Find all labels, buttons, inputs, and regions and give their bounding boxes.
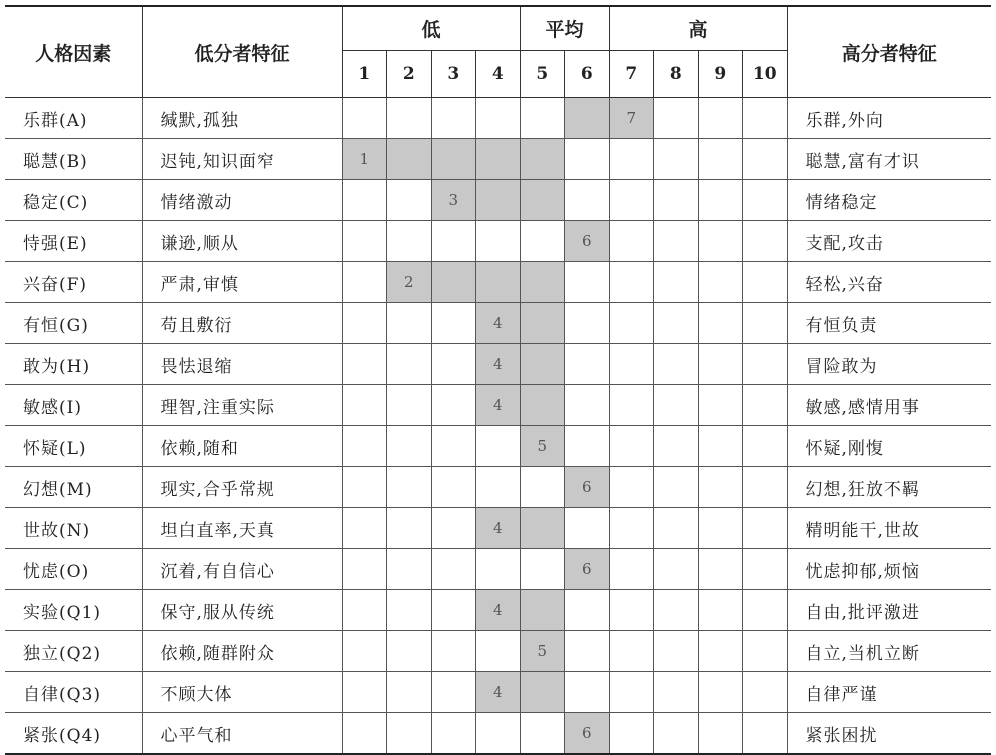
- score-cell-6: [565, 139, 610, 180]
- score-cell-10: [743, 221, 788, 262]
- score-cell-8: [654, 672, 699, 713]
- score-value: 1: [342, 139, 387, 180]
- score-cell-5: [520, 467, 565, 508]
- score-cell-3: [431, 262, 476, 303]
- personality-table-container: [5, 5, 991, 755]
- table-row: [5, 98, 991, 139]
- score-cell-8: [654, 508, 699, 549]
- score-cell-5: [520, 221, 565, 262]
- score-cell-9: [698, 98, 743, 139]
- high-score-traits: 乐群,外向: [787, 98, 991, 139]
- score-cell-3: [431, 549, 476, 590]
- table-row: [5, 262, 991, 303]
- score-cell-5: [520, 98, 565, 139]
- score-cell-7: [609, 344, 654, 385]
- factor-name: 稳定(C): [5, 180, 142, 221]
- factor-name: 自律(Q3): [5, 672, 142, 713]
- score-cell-1: [342, 631, 387, 672]
- score-value: 4: [476, 344, 521, 385]
- score-value: 5: [520, 426, 565, 467]
- score-cell-5: [520, 262, 565, 303]
- score-cell-10: [743, 467, 788, 508]
- score-cell-8: [654, 180, 699, 221]
- score-cell-5: [520, 672, 565, 713]
- table-body: [5, 98, 991, 755]
- low-score-traits: 苟且敷衍: [142, 303, 342, 344]
- header-score-4: 4: [476, 51, 521, 98]
- score-cell-3: [431, 467, 476, 508]
- personality-factor-table: [5, 5, 991, 755]
- score-cell-7: [609, 180, 654, 221]
- score-cell-9: [698, 426, 743, 467]
- score-cell-7: [609, 713, 654, 755]
- score-cell-1: [342, 508, 387, 549]
- table-row: [5, 467, 991, 508]
- score-cell-7: [609, 467, 654, 508]
- low-score-traits: 谦逊,顺从: [142, 221, 342, 262]
- score-cell-7: [609, 426, 654, 467]
- score-cell-2: [387, 303, 432, 344]
- score-value: 6: [565, 549, 610, 590]
- score-cell-9: [698, 180, 743, 221]
- score-cell-10: [743, 385, 788, 426]
- score-cell-2: [387, 467, 432, 508]
- score-cell-9: [698, 344, 743, 385]
- table-row: [5, 180, 991, 221]
- high-score-traits: 精明能干,世故: [787, 508, 991, 549]
- header-group-average: 平均: [520, 6, 609, 51]
- score-cell-1: [342, 344, 387, 385]
- table-row: [5, 713, 991, 755]
- high-score-traits: 自由,批评激进: [787, 590, 991, 631]
- low-score-traits: 沉着,有自信心: [142, 549, 342, 590]
- score-cell-7: [609, 385, 654, 426]
- high-score-traits: 支配,攻击: [787, 221, 991, 262]
- score-value: 7: [609, 98, 654, 139]
- score-cell-2: [387, 98, 432, 139]
- table-row: [5, 631, 991, 672]
- score-value: 4: [476, 385, 521, 426]
- score-cell-1: [342, 426, 387, 467]
- factor-name: 聪慧(B): [5, 139, 142, 180]
- high-score-traits: 冒险敢为: [787, 344, 991, 385]
- score-value: 4: [476, 303, 521, 344]
- score-cell-3: [431, 385, 476, 426]
- score-cell-7: [609, 303, 654, 344]
- score-cell-9: [698, 590, 743, 631]
- score-cell-8: [654, 467, 699, 508]
- score-value: 6: [565, 467, 610, 508]
- score-cell-5: [520, 590, 565, 631]
- score-cell-1: [342, 303, 387, 344]
- score-cell-3: [431, 672, 476, 713]
- score-cell-7: [609, 549, 654, 590]
- score-cell-2: [387, 385, 432, 426]
- header-score-1: 1: [342, 51, 387, 98]
- factor-name: 怀疑(L): [5, 426, 142, 467]
- score-cell-10: [743, 426, 788, 467]
- score-cell-9: [698, 139, 743, 180]
- high-score-traits: 自立,当机立断: [787, 631, 991, 672]
- factor-name: 恃强(E): [5, 221, 142, 262]
- score-value: 3: [431, 180, 476, 221]
- score-value: 4: [476, 672, 521, 713]
- score-cell-3: [431, 590, 476, 631]
- score-cell-9: [698, 508, 743, 549]
- header-factor: 人格因素: [5, 6, 142, 98]
- score-cell-7: [609, 221, 654, 262]
- score-cell-2: [387, 180, 432, 221]
- score-cell-5: [520, 549, 565, 590]
- high-score-traits: 怀疑,刚愎: [787, 426, 991, 467]
- score-cell-1: [342, 262, 387, 303]
- low-score-traits: 现实,合乎常规: [142, 467, 342, 508]
- score-cell-10: [743, 549, 788, 590]
- low-score-traits: 严肃,审慎: [142, 262, 342, 303]
- score-cell-8: [654, 590, 699, 631]
- score-cell-3: [431, 221, 476, 262]
- score-cell-2: [387, 221, 432, 262]
- score-value: 6: [565, 713, 610, 755]
- factor-name: 独立(Q2): [5, 631, 142, 672]
- score-cell-6: [565, 344, 610, 385]
- score-cell-5: [520, 303, 565, 344]
- score-cell-10: [743, 631, 788, 672]
- score-cell-9: [698, 303, 743, 344]
- low-score-traits: 理智,注重实际: [142, 385, 342, 426]
- header-score-3: 3: [431, 51, 476, 98]
- low-score-traits: 依赖,随群附众: [142, 631, 342, 672]
- score-cell-1: [342, 98, 387, 139]
- score-cell-2: [387, 508, 432, 549]
- score-cell-8: [654, 713, 699, 755]
- score-cell-6: [565, 508, 610, 549]
- score-cell-10: [743, 262, 788, 303]
- low-score-traits: 不顾大体: [142, 672, 342, 713]
- table-row: [5, 549, 991, 590]
- score-cell-1: [342, 713, 387, 755]
- score-value: 2: [387, 262, 432, 303]
- score-cell-8: [654, 139, 699, 180]
- score-cell-4: [476, 426, 521, 467]
- score-cell-9: [698, 221, 743, 262]
- score-cell-2: [387, 590, 432, 631]
- score-value: 5: [520, 631, 565, 672]
- low-score-traits: 心平气和: [142, 713, 342, 755]
- low-score-traits: 依赖,随和: [142, 426, 342, 467]
- score-cell-3: [431, 426, 476, 467]
- score-cell-3: [431, 303, 476, 344]
- score-cell-9: [698, 467, 743, 508]
- header-score-10: 10: [743, 51, 788, 98]
- low-score-traits: 坦白直率,天真: [142, 508, 342, 549]
- score-cell-10: [743, 508, 788, 549]
- score-cell-10: [743, 139, 788, 180]
- score-cell-1: [342, 385, 387, 426]
- score-cell-5: [520, 508, 565, 549]
- score-cell-4: [476, 139, 521, 180]
- score-cell-5: [520, 344, 565, 385]
- table-row: [5, 590, 991, 631]
- score-cell-5: [520, 713, 565, 755]
- score-cell-8: [654, 631, 699, 672]
- score-cell-1: [342, 672, 387, 713]
- high-score-traits: 情绪稳定: [787, 180, 991, 221]
- low-score-traits: 情绪激动: [142, 180, 342, 221]
- header-score-5: 5: [520, 51, 565, 98]
- score-cell-4: [476, 98, 521, 139]
- table-row: [5, 385, 991, 426]
- score-cell-4: [476, 631, 521, 672]
- score-cell-4: [476, 467, 521, 508]
- score-cell-3: [431, 713, 476, 755]
- score-cell-2: [387, 426, 432, 467]
- score-cell-7: [609, 672, 654, 713]
- score-cell-10: [743, 713, 788, 755]
- table-row: [5, 221, 991, 262]
- score-cell-6: [565, 590, 610, 631]
- factor-name: 忧虑(O): [5, 549, 142, 590]
- score-cell-7: [609, 631, 654, 672]
- score-cell-1: [342, 590, 387, 631]
- high-score-traits: 有恒负责: [787, 303, 991, 344]
- score-cell-3: [431, 139, 476, 180]
- score-cell-3: [431, 98, 476, 139]
- score-cell-10: [743, 98, 788, 139]
- score-cell-9: [698, 631, 743, 672]
- score-cell-6: [565, 631, 610, 672]
- low-score-traits: 缄默,孤独: [142, 98, 342, 139]
- score-cell-9: [698, 549, 743, 590]
- score-cell-2: [387, 549, 432, 590]
- score-cell-10: [743, 344, 788, 385]
- score-cell-10: [743, 303, 788, 344]
- low-score-traits: 畏怯退缩: [142, 344, 342, 385]
- score-cell-8: [654, 426, 699, 467]
- score-cell-2: [387, 672, 432, 713]
- score-cell-8: [654, 303, 699, 344]
- table-row: [5, 672, 991, 713]
- score-cell-2: [387, 713, 432, 755]
- score-cell-6: [565, 426, 610, 467]
- high-score-traits: 自律严谨: [787, 672, 991, 713]
- low-score-traits: 保守,服从传统: [142, 590, 342, 631]
- factor-name: 乐群(A): [5, 98, 142, 139]
- header-high-traits: 高分者特征: [787, 6, 991, 98]
- factor-name: 兴奋(F): [5, 262, 142, 303]
- table-row: [5, 139, 991, 180]
- score-cell-3: [431, 631, 476, 672]
- score-cell-3: [431, 344, 476, 385]
- score-value: 6: [565, 221, 610, 262]
- score-cell-10: [743, 672, 788, 713]
- score-cell-8: [654, 262, 699, 303]
- score-cell-1: [342, 180, 387, 221]
- header-score-8: 8: [654, 51, 699, 98]
- score-cell-6: [565, 672, 610, 713]
- score-cell-2: [387, 344, 432, 385]
- score-cell-4: [476, 221, 521, 262]
- score-cell-8: [654, 344, 699, 385]
- header-score-7: 7: [609, 51, 654, 98]
- high-score-traits: 敏感,感情用事: [787, 385, 991, 426]
- factor-name: 紧张(Q4): [5, 713, 142, 755]
- header-score-6: 6: [565, 51, 610, 98]
- factor-name: 敏感(I): [5, 385, 142, 426]
- table-row: [5, 426, 991, 467]
- high-score-traits: 忧虑抑郁,烦恼: [787, 549, 991, 590]
- score-cell-6: [565, 385, 610, 426]
- score-cell-5: [520, 139, 565, 180]
- score-cell-8: [654, 98, 699, 139]
- factor-name: 幻想(M): [5, 467, 142, 508]
- header-group-high: 高: [609, 6, 787, 51]
- score-cell-4: [476, 262, 521, 303]
- factor-name: 有恒(G): [5, 303, 142, 344]
- score-cell-7: [609, 262, 654, 303]
- score-cell-8: [654, 385, 699, 426]
- score-cell-1: [342, 467, 387, 508]
- score-cell-6: [565, 303, 610, 344]
- score-cell-1: [342, 221, 387, 262]
- factor-name: 世故(N): [5, 508, 142, 549]
- score-cell-9: [698, 262, 743, 303]
- score-value: 4: [476, 590, 521, 631]
- table-row: [5, 303, 991, 344]
- factor-name: 实验(Q1): [5, 590, 142, 631]
- score-cell-10: [743, 180, 788, 221]
- score-cell-6: [565, 180, 610, 221]
- score-cell-2: [387, 631, 432, 672]
- high-score-traits: 轻松,兴奋: [787, 262, 991, 303]
- score-cell-9: [698, 672, 743, 713]
- score-cell-7: [609, 139, 654, 180]
- score-cell-5: [520, 180, 565, 221]
- score-cell-7: [609, 508, 654, 549]
- score-cell-9: [698, 713, 743, 755]
- score-cell-2: [387, 139, 432, 180]
- high-score-traits: 聪慧,富有才识: [787, 139, 991, 180]
- score-cell-3: [431, 508, 476, 549]
- score-cell-6: [565, 262, 610, 303]
- low-score-traits: 迟钝,知识面窄: [142, 139, 342, 180]
- score-cell-9: [698, 385, 743, 426]
- score-cell-6: [565, 98, 610, 139]
- high-score-traits: 紧张困扰: [787, 713, 991, 755]
- score-cell-4: [476, 549, 521, 590]
- table-row: [5, 508, 991, 549]
- header-score-2: 2: [387, 51, 432, 98]
- score-cell-8: [654, 549, 699, 590]
- score-cell-7: [609, 590, 654, 631]
- header-score-9: 9: [698, 51, 743, 98]
- factor-name: 敢为(H): [5, 344, 142, 385]
- score-cell-4: [476, 713, 521, 755]
- score-cell-8: [654, 221, 699, 262]
- table-row: [5, 344, 991, 385]
- table-header: [5, 6, 991, 98]
- score-value: 4: [476, 508, 521, 549]
- score-cell-10: [743, 590, 788, 631]
- score-cell-5: [520, 385, 565, 426]
- header-low-traits: 低分者特征: [142, 6, 342, 98]
- score-cell-4: [476, 180, 521, 221]
- score-cell-1: [342, 549, 387, 590]
- high-score-traits: 幻想,狂放不羁: [787, 467, 991, 508]
- header-group-low: 低: [342, 6, 520, 51]
